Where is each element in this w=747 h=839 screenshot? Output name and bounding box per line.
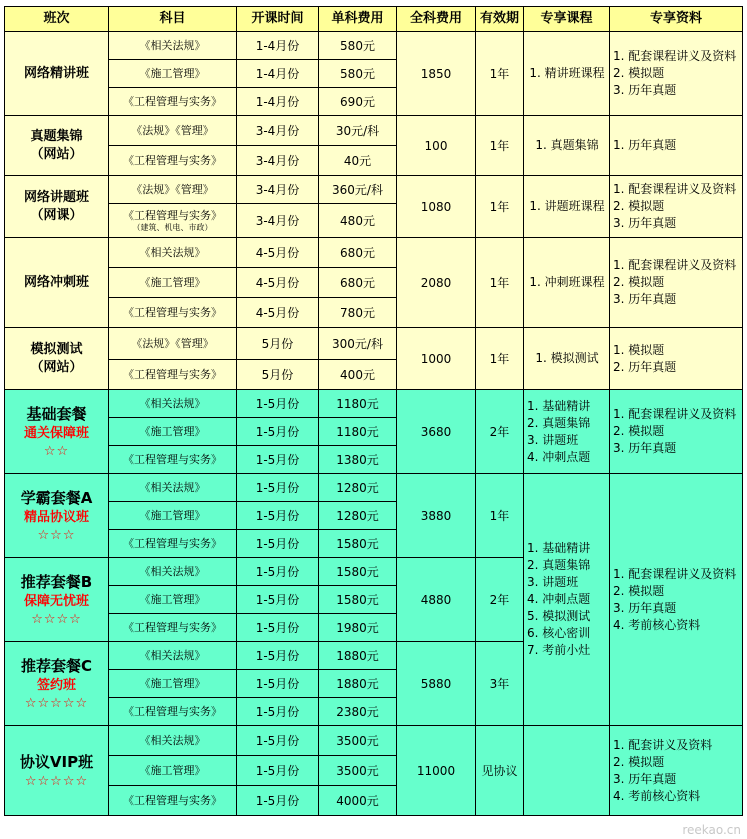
header-cell: 科目 (109, 7, 237, 32)
watermark: reekao.cn (682, 823, 741, 837)
class-name: （网站） (30, 146, 83, 162)
time-cell: 3-4月份 (237, 116, 319, 146)
subject-cell (109, 786, 237, 816)
time-cell: 1-5月份 (237, 586, 319, 614)
subject-cell (109, 418, 237, 446)
subject-name: 《工程管理与实务》 (123, 94, 222, 108)
subject-cell (109, 530, 237, 558)
star-rating-icon: ☆☆☆☆ (31, 611, 82, 627)
table-row (5, 390, 743, 418)
subject-name: 《工程管理与实务》 (123, 536, 222, 550)
total-fee-cell: 1850 (397, 32, 476, 116)
class-name: 网络讲题班 (23, 189, 89, 205)
table-row (5, 32, 743, 60)
validity-cell: 1年 (476, 238, 524, 328)
time-cell: 1-5月份 (237, 418, 319, 446)
fee-cell: 1380元 (319, 446, 397, 474)
time-cell: 1-5月份 (237, 670, 319, 698)
class-name: 推荐套餐B (20, 572, 93, 591)
subject-cell (109, 60, 237, 88)
class-name-cell (5, 642, 109, 726)
subject-name: 《施工管理》 (139, 508, 206, 522)
subject-cell (109, 756, 237, 786)
subject-name: 《相关法规》 (139, 733, 206, 747)
validity-cell: 1年 (476, 116, 524, 176)
time-cell: 3-4月份 (237, 204, 319, 238)
subject-name: 《工程管理与实务》 (123, 305, 222, 319)
class-name-cell (5, 558, 109, 642)
class-tag: 保障无忧班 (23, 593, 89, 609)
total-fee-cell: 11000 (397, 726, 476, 816)
header-cell: 单科费用 (319, 7, 397, 32)
validity-cell: 1年 (476, 32, 524, 116)
materials-cell: 1. 模拟题 2. 历年真题 (610, 328, 743, 390)
time-cell: 1-5月份 (237, 530, 319, 558)
total-fee-cell: 1080 (397, 176, 476, 238)
header-cell: 专享资料 (610, 7, 743, 32)
subject-cell (109, 446, 237, 474)
subject-cell (109, 586, 237, 614)
total-fee-cell: 100 (397, 116, 476, 176)
fee-cell: 1880元 (319, 642, 397, 670)
fee-cell: 40元 (319, 146, 397, 176)
star-rating-icon: ☆☆☆ (37, 527, 76, 543)
materials-cell: 1. 配套课程讲义及资料 2. 模拟题 3. 历年真题 (610, 176, 743, 238)
fee-cell: 1280元 (319, 502, 397, 530)
time-cell: 1-5月份 (237, 558, 319, 586)
subject-cell (109, 176, 237, 204)
fee-cell: 1580元 (319, 586, 397, 614)
time-cell: 3-4月份 (237, 176, 319, 204)
class-name: 模拟测试 (30, 341, 83, 357)
fee-cell: 300元/科 (319, 328, 397, 360)
class-name-cell (5, 176, 109, 238)
fee-cell: 3500元 (319, 756, 397, 786)
fee-cell: 1580元 (319, 558, 397, 586)
subject-name: 《相关法规》 (139, 480, 206, 494)
subject-name: 《法规》《管理》 (131, 123, 214, 137)
validity-cell: 3年 (476, 642, 524, 726)
fee-cell: 1280元 (319, 474, 397, 502)
class-name: （网站） (30, 359, 83, 375)
courses-cell: 1. 模拟测试 (524, 328, 610, 390)
fee-cell: 3500元 (319, 726, 397, 756)
validity-cell: 1年 (476, 176, 524, 238)
subject-name: 《工程管理与实务》 (123, 793, 222, 807)
time-cell: 1-4月份 (237, 88, 319, 116)
class-tag: 精品协议班 (23, 509, 89, 525)
class-tag: 签约班 (36, 677, 76, 693)
validity-cell: 1年 (476, 328, 524, 390)
materials-cell: 1. 配套课程讲义及资料 2. 模拟题 3. 历年真题 (610, 32, 743, 116)
class-name-cell (5, 474, 109, 558)
star-rating-icon: ☆☆☆☆☆ (24, 695, 89, 711)
time-cell: 3-4月份 (237, 146, 319, 176)
validity-cell: 1年 (476, 474, 524, 558)
table-row (5, 238, 743, 268)
subject-name: 《法规》《管理》 (131, 182, 214, 196)
subject-name: 《施工管理》 (139, 676, 206, 690)
table-row (5, 116, 743, 146)
fee-cell: 690元 (319, 88, 397, 116)
materials-cell: 1. 配套课程讲义及资料 2. 模拟题 3. 历年真题 4. 考前核心资料 (610, 474, 743, 726)
time-cell: 1-5月份 (237, 446, 319, 474)
subject-name: 《相关法规》 (139, 564, 206, 578)
subject-cell (109, 116, 237, 146)
class-name: 协议VIP班 (19, 752, 94, 771)
time-cell: 1-4月份 (237, 60, 319, 88)
time-cell: 1-4月份 (237, 32, 319, 60)
subject-name: 《施工管理》 (139, 592, 206, 606)
validity-cell: 2年 (476, 390, 524, 474)
total-fee-cell: 3880 (397, 474, 476, 558)
subject-name: 《施工管理》 (139, 275, 206, 289)
subject-note: （建筑、机电、市政） (132, 223, 213, 232)
validity-cell: 2年 (476, 558, 524, 642)
fee-cell: 2380元 (319, 698, 397, 726)
time-cell: 4-5月份 (237, 268, 319, 298)
subject-cell (109, 502, 237, 530)
subject-cell (109, 698, 237, 726)
table-row (5, 328, 743, 360)
time-cell: 5月份 (237, 328, 319, 360)
total-fee-cell: 4880 (397, 558, 476, 642)
time-cell: 1-5月份 (237, 756, 319, 786)
subject-name: 《工程管理与实务》 (123, 153, 222, 167)
class-name: 真题集锦 (30, 128, 83, 144)
time-cell: 1-5月份 (237, 614, 319, 642)
subject-name: 《工程管理与实务》 (123, 620, 222, 634)
subject-cell (109, 558, 237, 586)
header-cell: 有效期 (476, 7, 524, 32)
courses-cell: 1. 冲刺班课程 (524, 238, 610, 328)
fee-cell: 580元 (319, 60, 397, 88)
time-cell: 5月份 (237, 360, 319, 390)
class-name: 学霸套餐A (20, 488, 93, 507)
total-fee-cell: 5880 (397, 642, 476, 726)
courses-cell: 1. 真题集锦 (524, 116, 610, 176)
time-cell: 4-5月份 (237, 238, 319, 268)
subject-name: 《工程管理与实务》 (123, 704, 222, 718)
fee-cell: 1980元 (319, 614, 397, 642)
time-cell: 1-5月份 (237, 726, 319, 756)
header-cell: 全科费用 (397, 7, 476, 32)
subject-cell (109, 360, 237, 390)
fee-cell: 1180元 (319, 418, 397, 446)
time-cell: 4-5月份 (237, 298, 319, 328)
subject-name: 《工程管理与实务》 (123, 367, 222, 381)
class-name: 推荐套餐C (20, 656, 92, 675)
table-row (5, 726, 743, 756)
courses-cell: 1. 精讲班课程 (524, 32, 610, 116)
subject-cell (109, 32, 237, 60)
validity-cell: 见协议 (476, 726, 524, 816)
subject-name: 《法规》《管理》 (131, 336, 214, 350)
subject-cell (109, 268, 237, 298)
class-tag: 通关保障班 (23, 425, 89, 441)
fee-cell: 780元 (319, 298, 397, 328)
time-cell: 1-5月份 (237, 474, 319, 502)
subject-name: 《工程管理与实务》 (123, 209, 222, 222)
subject-cell (109, 328, 237, 360)
fee-cell: 680元 (319, 268, 397, 298)
subject-cell (109, 726, 237, 756)
total-fee-cell: 2080 (397, 238, 476, 328)
subject-name: 《施工管理》 (139, 763, 206, 777)
header-cell: 专享课程 (524, 7, 610, 32)
time-cell: 1-5月份 (237, 642, 319, 670)
class-name: 网络冲刺班 (23, 274, 89, 290)
subject-name: 《相关法规》 (139, 648, 206, 662)
materials-cell: 1. 配套讲义及资料 2. 模拟题 3. 历年真题 4. 考前核心资料 (610, 726, 743, 816)
subject-name: 《施工管理》 (139, 424, 206, 438)
time-cell: 1-5月份 (237, 502, 319, 530)
time-cell: 1-5月份 (237, 698, 319, 726)
fee-cell: 4000元 (319, 786, 397, 816)
subject-cell (109, 642, 237, 670)
subject-name: 《相关法规》 (139, 245, 206, 259)
fee-cell: 1880元 (319, 670, 397, 698)
fee-cell: 680元 (319, 238, 397, 268)
courses-cell: 1. 讲题班课程 (524, 176, 610, 238)
header-cell: 开课时间 (237, 7, 319, 32)
class-name-cell (5, 32, 109, 116)
fee-cell: 580元 (319, 32, 397, 60)
subject-cell (109, 670, 237, 698)
header-cell: 班次 (5, 7, 109, 32)
course-table (4, 6, 743, 816)
subject-name: 《施工管理》 (139, 66, 206, 80)
fee-cell: 400元 (319, 360, 397, 390)
class-name: 基础套餐 (26, 404, 87, 423)
fee-cell: 30元/科 (319, 116, 397, 146)
class-name-cell (5, 238, 109, 328)
fee-cell: 480元 (319, 204, 397, 238)
star-rating-icon: ☆☆☆☆☆ (24, 773, 89, 789)
subject-cell (109, 298, 237, 328)
class-name-cell (5, 390, 109, 474)
subject-cell (109, 204, 237, 238)
subject-name: 《相关法规》 (139, 396, 206, 410)
star-rating-icon: ☆☆ (43, 443, 70, 459)
subject-name: 《工程管理与实务》 (123, 452, 222, 466)
subject-cell (109, 390, 237, 418)
class-name: 网络精讲班 (23, 65, 89, 81)
class-name-cell (5, 726, 109, 816)
subject-cell (109, 238, 237, 268)
time-cell: 1-5月份 (237, 786, 319, 816)
fee-cell: 1180元 (319, 390, 397, 418)
subject-name: 《相关法规》 (139, 38, 206, 52)
fee-cell: 360元/科 (319, 176, 397, 204)
total-fee-cell: 1000 (397, 328, 476, 390)
total-fee-cell: 3680 (397, 390, 476, 474)
materials-cell: 1. 配套课程讲义及资料 2. 模拟题 3. 历年真题 (610, 390, 743, 474)
courses-cell (524, 726, 610, 816)
class-name: （网课） (30, 207, 83, 223)
class-name-cell (5, 116, 109, 176)
materials-cell: 1. 历年真题 (610, 116, 743, 176)
subject-cell (109, 474, 237, 502)
fee-cell: 1580元 (319, 530, 397, 558)
table-row (5, 176, 743, 204)
courses-cell: 1. 基础精讲 2. 真题集锦 3. 讲题班 4. 冲刺点题 (524, 390, 610, 474)
subject-cell (109, 88, 237, 116)
courses-cell: 1. 基础精讲 2. 真题集锦 3. 讲题班 4. 冲刺点题 5. 模拟测试 6. 核心密训 7. 考前小灶 (524, 474, 610, 726)
class-name-cell (5, 328, 109, 390)
subject-cell (109, 614, 237, 642)
materials-cell: 1. 配套课程讲义及资料 2. 模拟题 3. 历年真题 (610, 238, 743, 328)
time-cell: 1-5月份 (237, 390, 319, 418)
table-row (5, 474, 743, 502)
table-header-row (5, 7, 743, 32)
subject-cell (109, 146, 237, 176)
